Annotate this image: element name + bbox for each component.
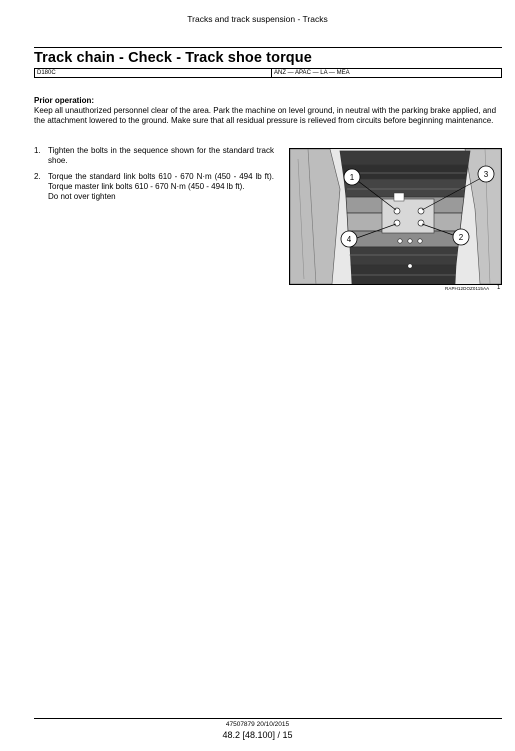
figure-reference: RAPH12DOZ0115AA: [445, 286, 490, 291]
running-header: Tracks and track suspension - Tracks: [187, 14, 328, 24]
track-shoe-illustration: [290, 149, 501, 284]
step-number: 1.: [34, 146, 41, 155]
prior-operation-heading: Prior operation:: [34, 96, 95, 105]
step-item: [34, 172, 274, 202]
model-cell: D180C: [35, 69, 272, 77]
regions-cell: ANZ — APAC — LA — MEA: [274, 70, 350, 76]
callout-1: 1: [349, 173, 355, 182]
step-text-block: [48, 172, 274, 202]
step-note: Do not over tighten: [48, 192, 116, 201]
page-title: Track chain - Check - Track shoe torque: [34, 50, 312, 66]
prior-operation: [34, 96, 504, 127]
callout-2: 2: [458, 233, 464, 242]
callout-4: 4: [346, 235, 352, 244]
footer-page-number: 48.2 [48.100] / 15: [222, 730, 293, 740]
model-bar: [34, 68, 502, 78]
footer-document-id: 47507879 20/10/2015: [225, 721, 290, 728]
step-number: 2.: [34, 172, 41, 181]
figure-number: 1: [497, 285, 501, 291]
title-rule: [34, 47, 502, 48]
step-item: [34, 146, 274, 166]
track-shoe-figure: [289, 148, 502, 285]
step-text: Tighten the bolts in the sequence shown for the standard track shoe.: [48, 146, 274, 165]
procedure-steps: [34, 146, 274, 208]
footer-rule: [34, 718, 502, 719]
callout-3: 3: [483, 170, 489, 179]
step-text: Torque the standard link bolts 610 - 670 N·m (450 - 494 lb ft). Torque master link bolts 610 - 670 N·m (450 - 494 lb ft).: [48, 172, 274, 191]
prior-operation-text: Keep all unauthorized personnel clear of the area. Park the machine on level ground, in neutral with the parking brake applied, and the attachment lowered to the ground. Make sure that all residual pressure is relieved from circuits before beginning maintenance.: [34, 106, 497, 126]
